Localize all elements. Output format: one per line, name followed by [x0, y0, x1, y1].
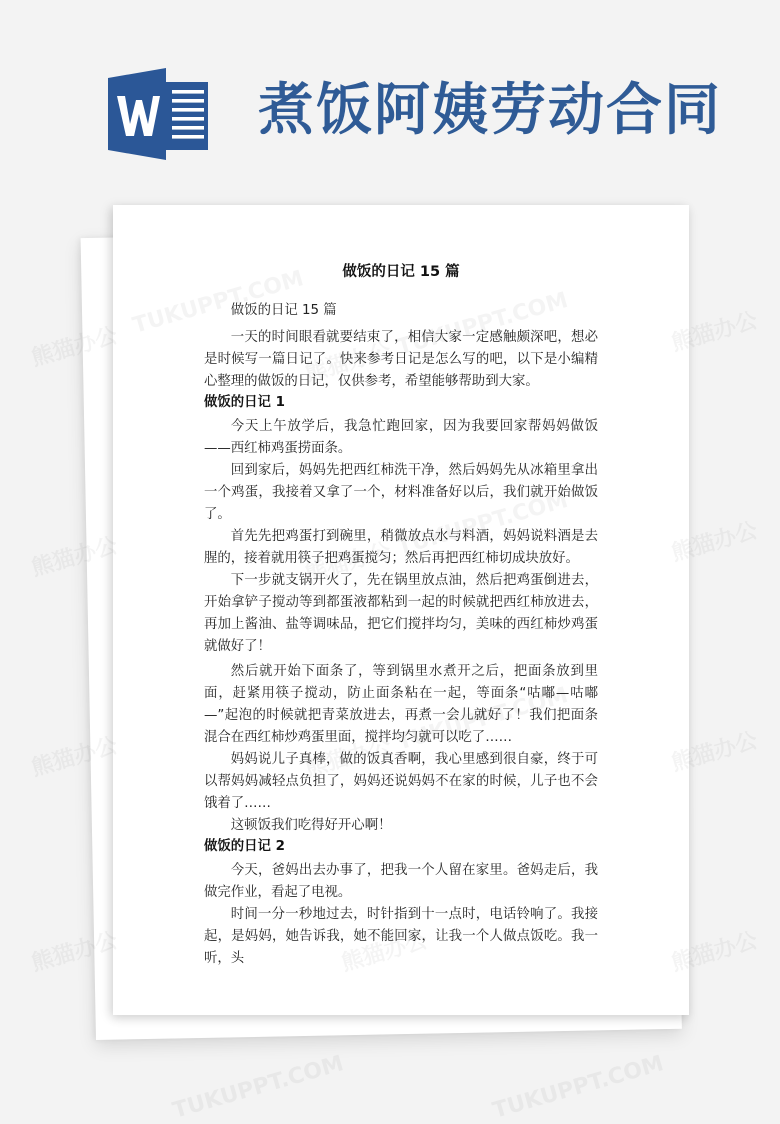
banner-title: 煮饭阿姨劳动合同	[258, 77, 722, 143]
section-heading: 做饭的日记 2	[204, 839, 285, 854]
intro-paragraph: 一天的时间眼看就要结束了，相信大家一定感触颇深吧，想必是时候写一篇日记了。快来参考日记是怎么写的吧，以下是小编精心整理的做饭的日记，仅供参考，希望能够帮助到大家。	[204, 330, 598, 389]
paragraph: 这顿饭我们吃得好开心啊！	[230, 818, 392, 833]
watermark	[170, 1051, 346, 1124]
document-body	[204, 261, 598, 970]
paragraph: 下一步就支锅开火了，先在锅里放点油，然后把鸡蛋倒进去，开始拿铲子搅动等到都蛋液都粘到一起的时候就把西红柿放进去，再加上酱油、盐等调味品，把它们搅拌均匀，美味的西红柿炒鸡蛋就做好了！	[204, 573, 598, 654]
paragraph: 时间一分一秒地过去，时针指到十一点时，电话铃响了。我接起，是妈妈，她告诉我，她不能回家，让我一个人做点饭吃。我一听，头	[204, 907, 598, 966]
watermark	[490, 1051, 666, 1124]
paragraph: 今天上午放学后，我急忙跑回家，因为我要回家帮妈妈做饭——西红柿鸡蛋捞面条。	[204, 419, 598, 456]
paragraph: 妈妈说儿子真棒，做的饭真香啊，我心里感到很自豪，终于可以帮妈妈减轻点负担了，妈妈还说妈妈不在家的时候，儿子也不会饿着了……	[204, 752, 598, 811]
paragraph: 然后就开始下面条了，等到锅里水煮开之后，把面条放到里面，赶紧用筷子搅动，防止面条粘在一起，等面条“咕嘟—咕嘟—”起泡的时候就把青菜放进去，再煮一会儿就好了！我们把面条混合在西红柿炒鸡蛋里面，搅拌均匀就可以吃了……	[204, 664, 598, 745]
header-banner	[0, 0, 780, 200]
document-subtitle: 做饭的日记 15 篇	[230, 303, 337, 318]
section-heading: 做饭的日记 1	[204, 395, 285, 410]
document-title: 做饭的日记 15 篇	[342, 264, 460, 280]
paragraph: 今天，爸妈出去办事了，把我一个人留在家里。爸妈走后，我做完作业，看起了电视。	[204, 863, 598, 900]
paragraph: 首先先把鸡蛋打到碗里，稍微放点水与料酒，妈妈说料酒是去腥的，接着就用筷子把鸡蛋搅匀；然后再把西红柿切成块放好。	[204, 529, 598, 566]
document-page	[113, 205, 689, 1015]
paragraph: 回到家后，妈妈先把西红柿洗干净，然后妈妈先从冰箱里拿出一个鸡蛋，我接着又拿了一个，材料准备好以后，我们就开始做饭了。	[204, 463, 598, 522]
word-document-icon	[108, 66, 210, 162]
